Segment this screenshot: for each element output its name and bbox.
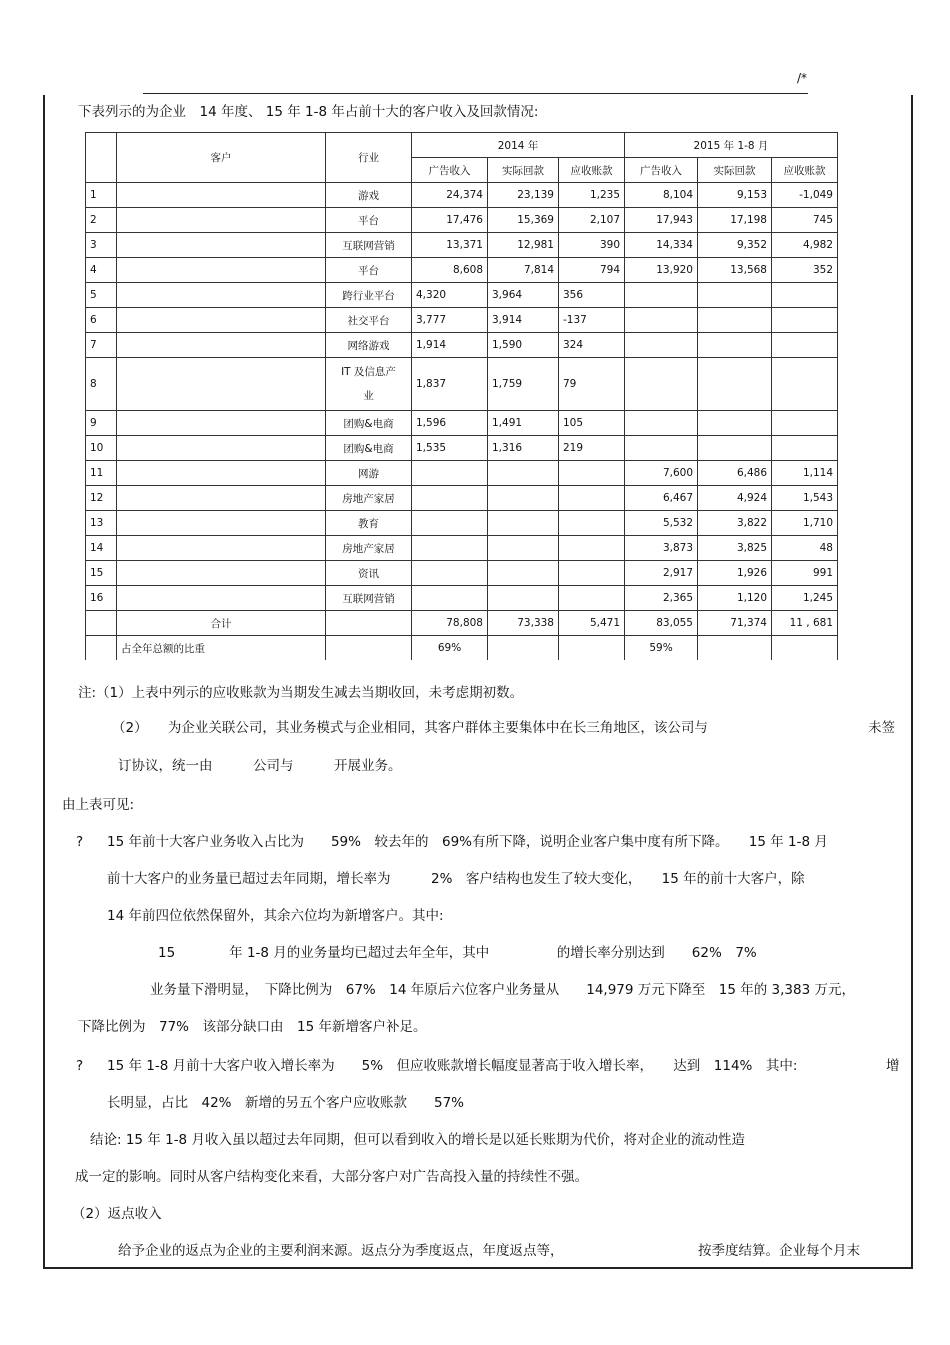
cell-2014-a3: [559, 586, 625, 611]
cell-2014-a3: 219: [559, 436, 625, 461]
header-2015: 2015 年 1-8 月: [625, 133, 838, 158]
bullet-2-line-2: 长明显，占比 42% 新增的另五个客户应收账款 57%: [107, 1095, 465, 1111]
cell-industry: [326, 636, 412, 661]
cell-2015-b1: [625, 283, 698, 308]
share-2015: 59%: [625, 636, 698, 661]
cell-customer: [117, 511, 326, 536]
cell-customer: [117, 586, 326, 611]
cell-2015-b3: 1,114: [772, 461, 838, 486]
table-total-row: [86, 611, 838, 636]
cell-seq: 2: [86, 208, 117, 233]
cell-2015-b3: [772, 333, 838, 358]
cell-2015-b2: [698, 358, 772, 411]
cell-2015-b2: 1,120: [698, 586, 772, 611]
cell-industry-line-1: IT 及信息产: [341, 366, 396, 378]
cell-seq: 4: [86, 258, 117, 283]
cell-2014-a3: 2,107: [559, 208, 625, 233]
table-row: [86, 511, 838, 536]
cell-2014-a1: 8,608: [412, 258, 488, 283]
cell-2014-a3: [559, 486, 625, 511]
cell-2014-a3: [559, 461, 625, 486]
total-a2: 73,338: [488, 611, 559, 636]
cell-2014-a3: [559, 511, 625, 536]
cell-2015-b1: 6,467: [625, 486, 698, 511]
table-share-row: [86, 636, 838, 661]
cell-industry: 团购&电商: [326, 436, 412, 461]
bullet-2-line-1-end: 增: [886, 1058, 900, 1074]
cell-industry: [326, 358, 412, 411]
cell-customer: [117, 258, 326, 283]
share-2014: 69%: [412, 636, 488, 661]
cell-customer: [117, 536, 326, 561]
cell-2015-b2: 6,486: [698, 461, 772, 486]
cell-customer: [117, 358, 326, 411]
sub-paid-2015: 实际回款: [698, 158, 772, 183]
total-a3: 5,471: [559, 611, 625, 636]
cell-2014-a1: 1,535: [412, 436, 488, 461]
sub-ad-income-2014: 广告收入: [412, 158, 488, 183]
total-b1: 83,055: [625, 611, 698, 636]
cell-seq: 13: [86, 511, 117, 536]
cell-2015-b1: 8,104: [625, 183, 698, 208]
table-row: [86, 258, 838, 283]
table-row: [86, 283, 838, 308]
cell-2014-a3: 794: [559, 258, 625, 283]
note-2-line-1-end: 未签: [868, 720, 895, 736]
cell-2015-b2: [698, 436, 772, 461]
bullet-1-line-5: 业务量下滑明显， 下降比例为 67% 14 年原后六位客户业务量从 14,979 万元下降至 15 年的 3,383 万元，: [150, 982, 855, 998]
table-row: [86, 411, 838, 436]
cell-seq: 12: [86, 486, 117, 511]
cell-empty: [698, 636, 772, 661]
conclusion-line-2: 成一定的影响。同时从客户结构变化来看，大部分客户对广告高投入量的持续性不强。: [75, 1169, 588, 1185]
cell-2014-a3: 79: [559, 358, 625, 411]
table-row: [86, 436, 838, 461]
cell-industry: 平台: [326, 208, 412, 233]
customer-revenue-table: [85, 132, 838, 660]
cell-2015-b3: 4,982: [772, 233, 838, 258]
cell-customer: [117, 208, 326, 233]
cell-2015-b2: 13,568: [698, 258, 772, 283]
cell-customer: [117, 436, 326, 461]
bullet-1-line-1: 15 年前十大客户业务收入占比为 59% 较去年的 69%有所下降，说明企业客户集中度有所下降。 15 年 1-8 月: [107, 834, 828, 850]
share-label: 占全年总额的比重: [117, 636, 326, 661]
cell-2015-b2: 9,153: [698, 183, 772, 208]
note-2-line-1: （2） 为企业关联公司，其业务模式与企业相同，其客户群体主要集体中在长三角地区，该公司与: [112, 720, 708, 736]
bullet-1-line-2: 前十大客户的业务量已超过去年同期，增长率为 2% 客户结构也发生了较大变化， 15 年的前十大客户，除: [107, 871, 805, 887]
cell-customer: [117, 183, 326, 208]
cell-industry: 网络游戏: [326, 333, 412, 358]
cell-seq: 14: [86, 536, 117, 561]
cell-2015-b2: 9,352: [698, 233, 772, 258]
table-row: [86, 233, 838, 258]
bullet-1-mark: ?: [76, 834, 84, 850]
cell-2015-b3: 1,710: [772, 511, 838, 536]
cell-industry: [326, 611, 412, 636]
header-mark: /*: [797, 71, 808, 85]
sub-ad-income-2015: 广告收入: [625, 158, 698, 183]
cell-2015-b2: 3,822: [698, 511, 772, 536]
cell-seq: 10: [86, 436, 117, 461]
table-row: [86, 358, 838, 411]
cell-2015-b3: 48: [772, 536, 838, 561]
cell-2014-a1: 4,320: [412, 283, 488, 308]
cell-customer: [117, 486, 326, 511]
cell-2015-b3: 1,245: [772, 586, 838, 611]
cell-seq: 7: [86, 333, 117, 358]
cell-2015-b1: 2,365: [625, 586, 698, 611]
conclusion-line-1: 结论: 15 年 1-8 月收入虽以超过去年同期，但可以看到收入的增长是以延长账期为代价，将对企业的流动性造: [90, 1132, 745, 1148]
cell-empty: [772, 636, 838, 661]
table-row: [86, 208, 838, 233]
cell-2015-b2: 17,198: [698, 208, 772, 233]
cell-2014-a3: 1,235: [559, 183, 625, 208]
cell-industry: 平台: [326, 258, 412, 283]
cell-empty: [488, 636, 559, 661]
cell-2014-a3: 356: [559, 283, 625, 308]
cell-customer: [117, 233, 326, 258]
table-row: [86, 461, 838, 486]
cell-2014-a3: [559, 561, 625, 586]
cell-customer: [117, 411, 326, 436]
cell-2014-a1: 3,777: [412, 308, 488, 333]
cell-2015-b1: [625, 308, 698, 333]
cell-2015-b1: [625, 411, 698, 436]
cell-customer: [117, 561, 326, 586]
cell-2014-a1: 24,374: [412, 183, 488, 208]
cell-2015-b1: [625, 358, 698, 411]
cell-2014-a2: [488, 586, 559, 611]
cell-2015-b3: [772, 411, 838, 436]
cell-2014-a1: 17,476: [412, 208, 488, 233]
cell-2014-a2: 7,814: [488, 258, 559, 283]
cell-2015-b3: [772, 436, 838, 461]
cell-2015-b3: 1,543: [772, 486, 838, 511]
total-b3: 11 , 681: [772, 611, 838, 636]
bullet-1-line-4: 15 年 1-8 月的业务量均已超过去年全年，其中 的增长率分别达到 62% 7%: [158, 945, 757, 961]
table-row: [86, 586, 838, 611]
cell-seq: 6: [86, 308, 117, 333]
cell-industry: 社交平台: [326, 308, 412, 333]
cell-seq: 5: [86, 283, 117, 308]
cell-2014-a2: 3,914: [488, 308, 559, 333]
cell-2014-a3: 390: [559, 233, 625, 258]
cell-2015-b2: [698, 283, 772, 308]
cell-industry: 资讯: [326, 561, 412, 586]
cell-2014-a2: 1,759: [488, 358, 559, 411]
note-1: 注:（1）上表中列示的应收账款为当期发生减去当期收回，未考虑期初数。: [78, 685, 524, 701]
cell-seq: 9: [86, 411, 117, 436]
header-seq: [86, 133, 117, 183]
cell-2015-b1: 7,600: [625, 461, 698, 486]
cell-2014-a3: 324: [559, 333, 625, 358]
cell-2015-b3: [772, 358, 838, 411]
cell-2014-a2: [488, 561, 559, 586]
cell-seq: 3: [86, 233, 117, 258]
cell-2014-a3: -137: [559, 308, 625, 333]
cell-2015-b1: [625, 436, 698, 461]
cell-seq: 15: [86, 561, 117, 586]
cell-2015-b1: 2,917: [625, 561, 698, 586]
cell-2014-a2: [488, 536, 559, 561]
table-row: [86, 183, 838, 208]
cell-industry: 互联网营销: [326, 233, 412, 258]
cell-seq: 1: [86, 183, 117, 208]
cell-seq: [86, 636, 117, 661]
cell-industry: 房地产家居: [326, 536, 412, 561]
cell-2014-a1: 1,596: [412, 411, 488, 436]
table-header-row: [86, 133, 838, 158]
bullet-2-mark: ?: [76, 1058, 84, 1074]
table-intro: 下表列示的为企业 14 年度、 15 年 1-8 年占前十大的客户收入及回款情况:: [78, 104, 539, 120]
rebate-line-1-a: 给予企业的返点为企业的主要利润来源。返点分为季度返点，年度返点等，: [118, 1243, 564, 1259]
cell-2015-b1: 13,920: [625, 258, 698, 283]
cell-2015-b2: [698, 308, 772, 333]
cell-industry: 互联网营销: [326, 586, 412, 611]
cell-industry: 游戏: [326, 183, 412, 208]
cell-industry: 教育: [326, 511, 412, 536]
cell-2015-b2: 3,825: [698, 536, 772, 561]
cell-seq: 8: [86, 358, 117, 411]
cell-2014-a2: 1,316: [488, 436, 559, 461]
cell-2014-a2: [488, 461, 559, 486]
sub-receivable-2014: 应收账款: [559, 158, 625, 183]
cell-seq: [86, 611, 117, 636]
table-row: [86, 561, 838, 586]
cell-2014-a1: 1,837: [412, 358, 488, 411]
cell-2014-a1: 1,914: [412, 333, 488, 358]
cell-2015-b3: [772, 308, 838, 333]
cell-empty: [559, 636, 625, 661]
cell-industry: 网游: [326, 461, 412, 486]
cell-2014-a2: 3,964: [488, 283, 559, 308]
cell-2015-b2: [698, 411, 772, 436]
total-b2: 71,374: [698, 611, 772, 636]
cell-2015-b2: [698, 333, 772, 358]
cell-2014-a1: 13,371: [412, 233, 488, 258]
cell-2014-a1: [412, 561, 488, 586]
cell-2015-b2: 4,924: [698, 486, 772, 511]
cell-customer: [117, 283, 326, 308]
header-rule: [143, 93, 808, 94]
total-label: 合计: [117, 611, 326, 636]
cell-2014-a2: 23,139: [488, 183, 559, 208]
header-2014: 2014 年: [412, 133, 625, 158]
table-row: [86, 486, 838, 511]
cell-customer: [117, 461, 326, 486]
cell-2015-b3: -1,049: [772, 183, 838, 208]
cell-industry: 跨行业平台: [326, 283, 412, 308]
table-row: [86, 308, 838, 333]
cell-2015-b1: [625, 333, 698, 358]
cell-customer: [117, 333, 326, 358]
cell-2015-b1: 5,532: [625, 511, 698, 536]
sub-receivable-2015: 应收账款: [772, 158, 838, 183]
cell-2014-a2: 1,491: [488, 411, 559, 436]
cell-2014-a2: 15,369: [488, 208, 559, 233]
section-rebate-title: （2）返点收入: [72, 1206, 162, 1222]
cell-2014-a3: [559, 536, 625, 561]
cell-industry: 房地产家居: [326, 486, 412, 511]
table-row: [86, 333, 838, 358]
note-2-line-2: 订协议，统一由 公司与 开展业务。: [118, 758, 402, 774]
cell-2015-b1: 3,873: [625, 536, 698, 561]
cell-industry: 团购&电商: [326, 411, 412, 436]
cell-seq: 11: [86, 461, 117, 486]
cell-2014-a2: 1,590: [488, 333, 559, 358]
cell-2015-b1: 17,943: [625, 208, 698, 233]
bullet-1-line-3: 14 年前四位依然保留外，其余六位均为新增客户。其中:: [107, 908, 444, 924]
cell-2014-a1: [412, 586, 488, 611]
cell-2014-a1: [412, 486, 488, 511]
cell-2015-b3: 745: [772, 208, 838, 233]
cell-2014-a2: [488, 511, 559, 536]
total-a1: 78,808: [412, 611, 488, 636]
cell-2014-a2: 12,981: [488, 233, 559, 258]
cell-2015-b2: 1,926: [698, 561, 772, 586]
cell-seq: 16: [86, 586, 117, 611]
cell-2015-b3: 991: [772, 561, 838, 586]
cell-2014-a1: [412, 461, 488, 486]
sub-paid-2014: 实际回款: [488, 158, 559, 183]
header-customer: 客户: [117, 133, 326, 183]
cell-2014-a3: 105: [559, 411, 625, 436]
cell-2014-a2: [488, 486, 559, 511]
cell-2015-b1: 14,334: [625, 233, 698, 258]
para-intro: 由上表可见:: [62, 797, 135, 813]
bullet-1-line-6: 下降比例为 77% 该部分缺口由 15 年新增客户补足。: [78, 1019, 427, 1035]
cell-2015-b3: 352: [772, 258, 838, 283]
header-industry: 行业: [326, 133, 412, 183]
bullet-2-line-1: 15 年 1-8 月前十大客户收入增长率为 5% 但应收账款增长幅度显著高于收入增长率， 达到 114% 其中:: [107, 1058, 798, 1074]
cell-2014-a1: [412, 511, 488, 536]
rebate-line-1-b: 按季度结算。企业每个月末: [698, 1243, 860, 1259]
cell-industry-line-2: 业: [363, 390, 374, 402]
table-row: [86, 536, 838, 561]
cell-customer: [117, 308, 326, 333]
cell-2015-b3: [772, 283, 838, 308]
cell-2014-a1: [412, 536, 488, 561]
